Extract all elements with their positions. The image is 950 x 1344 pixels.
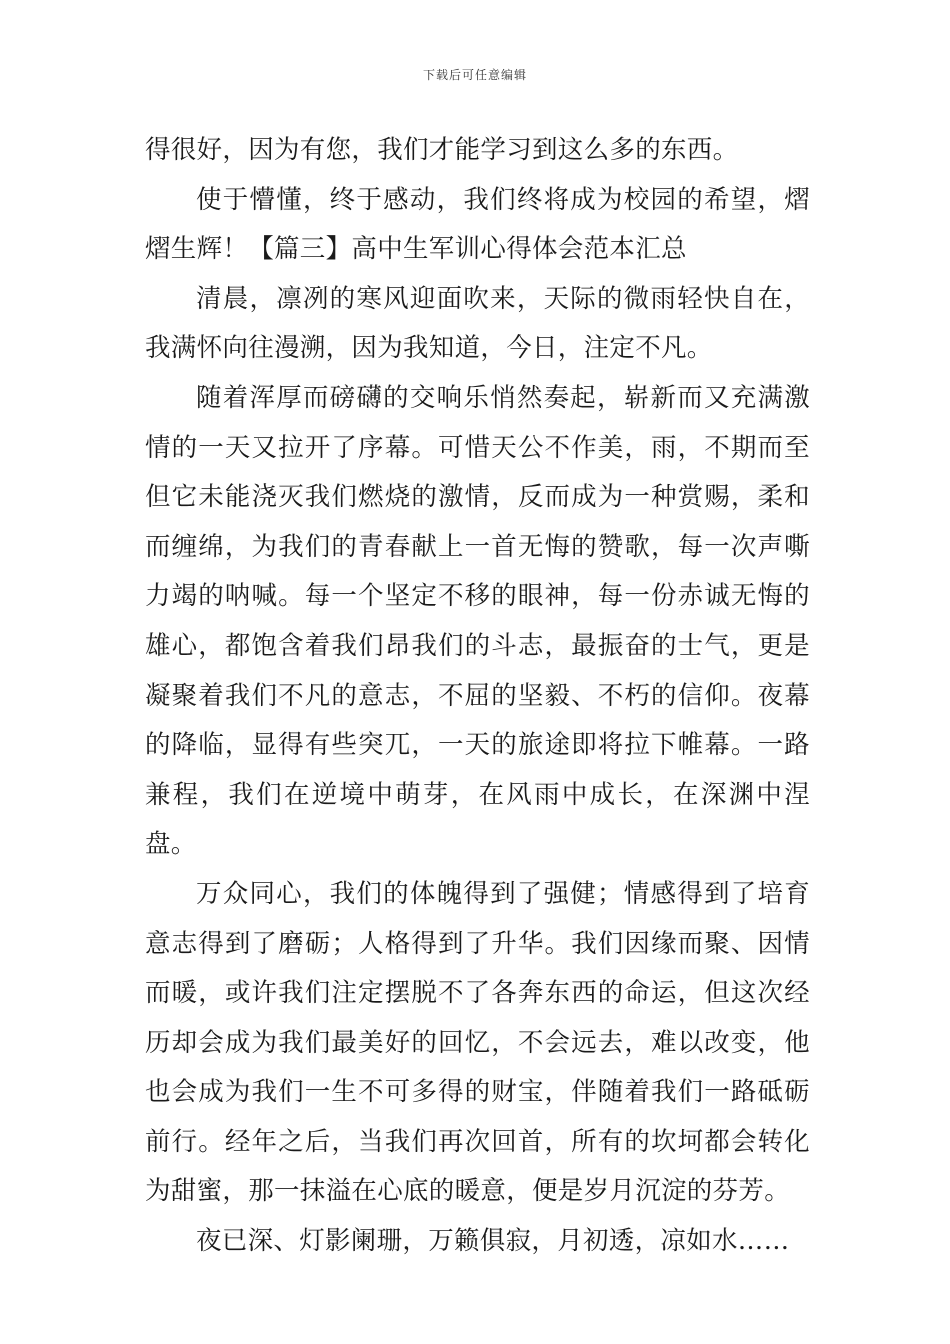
page-header: 下载后可任意编辑: [422, 68, 527, 82]
paragraph: 夜已深、灯影阑珊，万籁俱寂，月初透，凉如水……: [196, 1226, 790, 1257]
document-body: [145, 126, 810, 1267]
paragraph: 万众同心，我们的体魄得到了强健；情感得到了培育意志得到了磨砺；人格得到了升华。我们因缘而聚、因情而暖，或许我们注定摆脱不了各奔东西的命运，但这次经历却会成为我们最美好的回忆，不会远去，难以改变，他也会成为我们一生不可多得的财宝，伴随着我们一路砥砺前行。经年之后，当我们再次回首，所有的坎坷都会转化为甜蜜，那一抹溢在心底的暖意，便是岁月沉淀的芬芳。: [145, 878, 810, 1207]
paragraph-continuation: 得很好，因为有您，我们才能学习到这么多的东西。: [145, 135, 739, 165]
paragraph: 使于懵懂，终于感动，我们终将成为校园的希望，熠熠生辉！【篇三】高中生军训心得体会范本汇总: [145, 184, 810, 265]
paragraph: 随着浑厚而磅礴的交响乐悄然奏起，崭新而又充满激情的一天又拉开了序幕。可惜天公不作美，雨，不期而至但它未能浇灭我们燃烧的激情，反而成为一种赏赐，柔和而缠绵，为我们的青春献上一首无悔的赞歌，每一次声嘶力竭的呐喊。每一个坚定不移的眼神，每一份赤诚无悔的雄心，都饱含着我们昂我们的斗志，最振奋的士气，更是凝聚着我们不凡的意志，不屈的坚毅、不朽的信仰。夜幕的降临，显得有些突兀，一天的旅途即将拉下帷幕。一路兼程，我们在逆境中萌芽，在风雨中成长，在深渊中涅盘。: [145, 382, 810, 860]
paragraph: 清晨，凛冽的寒风迎面吹来，天际的微雨轻快自在，我满怀向往漫溯，因为我知道，今日，注定不凡。: [145, 283, 810, 364]
